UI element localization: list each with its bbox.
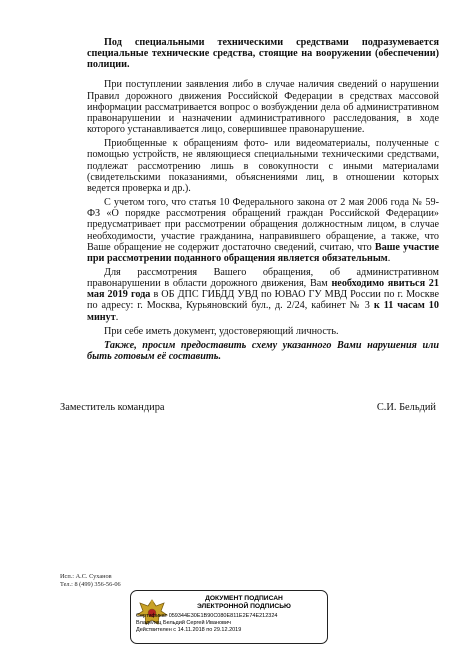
- stamp-cert-row: [136, 613, 277, 620]
- electronic-signature-stamp: [130, 590, 328, 644]
- paragraph-special-means: Под специальными техническими средствами подразумевается специальные технические средства, стоящие на вооружении (обеспечении) полиции.: [87, 37, 439, 71]
- appointment-text: Для рассмотрения Вашего обращения, об административном правонарушении в области дорожного движения, Вам: [87, 266, 439, 290]
- stamp-cert-label: Сертификат: [136, 613, 168, 619]
- paragraph-appointment: [87, 267, 439, 323]
- paragraph-law-end: .: [387, 252, 391, 264]
- paragraph-scheme-request: Также, просим предоставить схему указанного Вами нарушения или быть готовым её составить.: [87, 339, 439, 363]
- stamp-details: [136, 613, 277, 634]
- executor-phone: Тел.: 8 (499) 356-56-06: [60, 581, 121, 588]
- executor-name: Исп.: А.С. Суханов: [60, 573, 112, 580]
- stamp-owner-value: Бельдий Сергей Иванович: [162, 620, 231, 626]
- paragraph-law-text: С учетом того, что статья 10 Федерального закона от 2 мая 2006 года № 59-ФЗ «О порядке рассмотрения обращений граждан Российской Федерации» предусматривает при рассмотрении обращения должностным лицом, в случае необходимости, участие гражданина, направившего обращение, а также, что Ваше обращение не содержит достаточно сведений, считаю, что: [87, 197, 439, 253]
- executor-info: [60, 573, 121, 589]
- paragraph-law-bold: Ваше участие при рассмотрении поданного обращения является обязательным: [87, 241, 439, 264]
- stamp-title: [169, 595, 319, 611]
- appointment-date: необходимо явиться 21 мая 2019 года: [87, 278, 439, 301]
- appointment-address: в ОБ ДПС ГИБДД УВД по ЮВАО ГУ МВД России по г. Москве по адресу: г. Москва, Курьяновский бул., д. 2/24, кабинет № 3: [87, 289, 439, 312]
- letter-body: [87, 37, 439, 365]
- stamp-owner-label: Владелец: [136, 620, 162, 626]
- stamp-title-line2: ЭЛЕКТРОННОЙ ПОДПИСЬЮ: [197, 603, 291, 610]
- signature-name: С.И. Бельдий: [376, 402, 436, 413]
- appointment-end: .: [115, 311, 119, 323]
- paragraph-application: При поступлении заявления либо в случае наличия сведений о нарушении Правил дорожного движения Российской Федерации в средствах массовой информации рассматривается вопрос о возбуждении дела об административном правонарушении и назначении административного расследования, в ходе которого устанавливается лицо, совершившее правонарушение.: [87, 79, 439, 136]
- paragraph-photo-video: Приобщенные к обращениям фото- или видеоматериалы, полученные с помощью устройств, не являющиеся специальными техническими средствами, подлежат рассмотрению лишь в совокупности с иными материалами (свидетельскими показаниями, объяснениями лиц, в отношении которых ведется проверка и др.).: [87, 138, 439, 194]
- paragraph-id-document: При себе иметь документ, удостоверяющий личность.: [104, 325, 339, 337]
- signature-position: Заместитель командира: [60, 402, 165, 413]
- paragraph-law-article: [87, 197, 439, 264]
- stamp-owner-row: [136, 620, 277, 627]
- stamp-cert-value: 059344E30E1B90C080E811E2E74E212324: [168, 613, 278, 619]
- stamp-valid-line: Действителен с 14.11.2018 по 29.12.2019: [136, 627, 242, 633]
- appointment-time: к 11 часам 10 минут: [87, 300, 439, 323]
- stamp-title-line1: ДОКУМЕНТ ПОДПИСАН: [205, 595, 283, 602]
